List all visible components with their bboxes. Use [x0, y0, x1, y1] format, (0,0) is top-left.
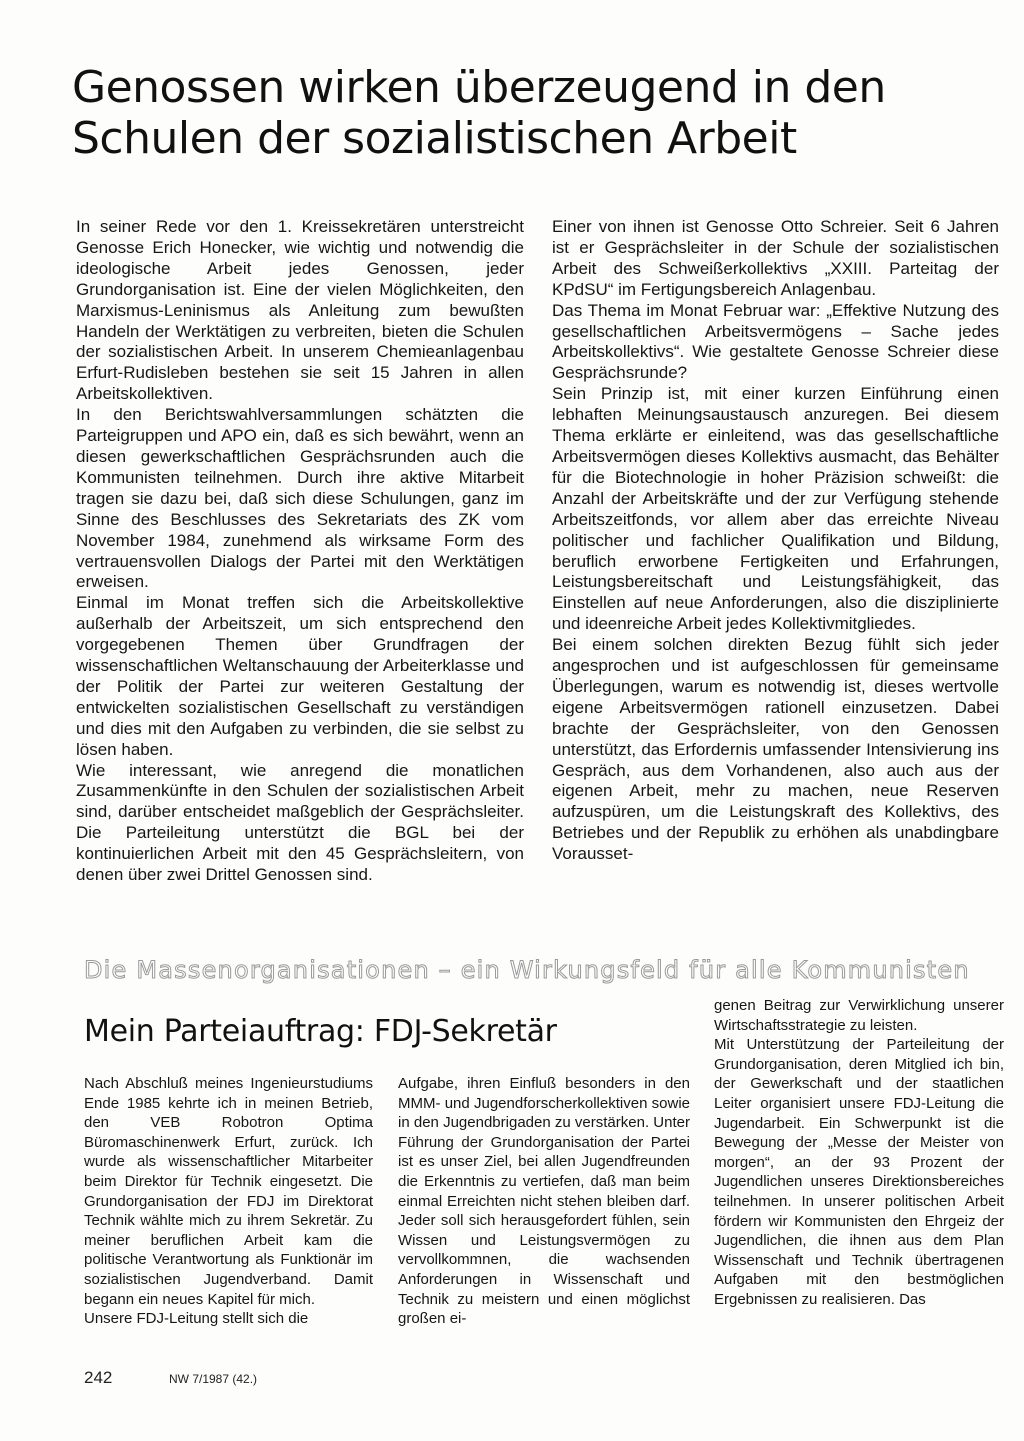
paragraph: Sein Prinzip ist, mit einer kurzen Einführung einen lebhaften Meinungsaustausch anzuregen. Bei diesem Thema erklärte er einleitend, was das gesellschaftliche Arbeitsvermögen dieses Kollektivs ausmacht, das Behälter für die Biotechnologie in hoher Präzision schweißt: die Anzahl der Arbeitskräfte und der zur Verfügung stehende Arbeitszeitfonds, vor allem aber das erreichte Niveau politischer und fachlicher Qualifikation und Bildung, beruflich erworbene Fertigkeiten und Erfahrungen, Leistungsbereitschaft und Leistungsfähigkeit, das Einstellen auf neue Anforderungen, also die disziplinierte und ideenreiche Arbeit jedes Kollektivmitgliedes. — [552, 384, 999, 634]
section-rubric: Die Massenorganisationen – ein Wirkungsfeld für alle Kommunisten — [84, 956, 970, 984]
article2-headline: Mein Parteiauftrag: FDJ-Sekretär — [84, 1014, 557, 1049]
article1-column-left — [76, 217, 524, 886]
paragraph: Einer von ihnen ist Genosse Otto Schreier. Seit 6 Jahren ist er Gesprächsleiter in der Schule der sozialistischen Arbeit des Schweißerkollektivs „XXIII. Parteitag der KPdSU“ im Fertigungsbereich Anlagenbau. — [552, 217, 999, 299]
headline-line-2: Schulen der sozialistischen Arbeit — [72, 113, 797, 164]
paragraph: In den Berichtswahlversammlungen schätzten die Parteigruppen und APO ein, daß es sich bewährt, wenn an diesen gewerkschaftlichen Gesprächsrunden auch die Kommunisten teilnehmen. Durch ihre aktive Mitarbeit tragen sie dazu bei, daß sich diese Schulungen, ganz im Sinne des Beschlusses des Sekretariats des ZK vom November 1984, zunehmend als wirksame Form des vertrauensvollen Dialogs der Partei mit den Werktätigen erweisen. — [76, 405, 524, 592]
paragraph: genen Beitrag zur Verwirklichung unserer Wirtschaftsstrategie zu leisten. — [714, 997, 1004, 1034]
article-headline — [72, 62, 952, 164]
paragraph: Nach Abschluß meines Ingenieurstudiums Ende 1985 kehrte ich in meinen Betrieb, den VEB Robotron Optima Büromaschinenwerk Erfurt, zurück. Ich wurde als wissenschaftlicher Mitarbeiter beim Direktor für Technik eingesetzt. Die Grundorganisation der FDJ im Direktorat Technik wählte mich zu ihrem Sekretär. Zu meiner beruflichen Arbeit kam die politische Verantwortung als Funktionär im sozialistischen Jugendverband. Damit begann ein neues Kapitel für mich. — [84, 1075, 373, 1308]
headline-line-1: Genossen wirken überzeugend in den — [72, 62, 886, 113]
article2-column-1 — [84, 1074, 373, 1329]
paragraph: Das Thema im Monat Februar war: „Effektive Nutzung des gesellschaftlichen Arbeitsvermögens – Sache jedes Arbeitskollektivs“. Wie gestaltete Genosse Schreier diese Gesprächsrunde? — [552, 300, 999, 383]
article2-column-2 — [398, 1074, 690, 1329]
paragraph: Einmal im Monat treffen sich die Arbeitskollektive außerhalb der Arbeitszeit, um sich entsprechend den vorgegebenen Themen über Grundfragen der wissenschaftlichen Weltanschauung der Arbeiterklasse und der Politik der Partei zur weiteren Gestaltung der entwickelten sozialistischen Gesellschaft zu verständigen und dies mit den Aufgaben zu verbinden, die sie selbst zu lösen haben. — [76, 593, 524, 759]
article2-column-3 — [714, 996, 1004, 1310]
issue-reference: NW 7/1987 (42.) — [169, 1372, 258, 1386]
paragraph: Mit Unterstützung der Parteileitung der Grundorganisation, deren Mitglied ich bin, der Gewerkschaft und der staatlichen Leiter organisiert unsere FDJ-Leitung die Jugendarbeit. Ein Schwerpunkt ist die Bewegung der „Messe der Meister von morgen“, an der 93 Prozent der Jugendlichen unseres Direktionsbereiches teilnehmen. In unserer politischen Arbeit fördern wir Kommunisten den Ehrgeiz der Jugendlichen, die ihnen aus dem Plan Wissenschaft und Technik übertragenen Aufgaben mit den bestmöglichen Ergebnissen zu realisieren. Das — [714, 1036, 1004, 1308]
paragraph: Aufgabe, ihren Einfluß besonders in den MMM- und Jugendforscherkollektiven sowie in den Jugendbrigaden zu verstärken. Unter Führung der Grundorganisation der Partei ist es unser Ziel, bei allen Jugendfreunden die Erkenntnis zu vertiefen, daß man beim einmal Erreichten nicht stehen bleiben darf. Jeder soll sich herausgefordert fühlen, sein Wissen und Leistungsvermögen zu vervollkommnen, die wachsenden Anforderungen in Wissenschaft und Technik zu meistern und einen möglichst großen ei- — [398, 1075, 690, 1328]
article1-column-right — [552, 217, 999, 865]
paragraph: Unsere FDJ-Leitung stellt sich die — [84, 1310, 309, 1328]
paragraph: In seiner Rede vor den 1. Kreissekretären unterstreicht Genosse Erich Honecker, wie wichtig und notwendig die ideologische Arbeit jedes Genossen, jeder Grundorganisation ist. Eine der vielen Möglichkeiten, den Marxismus-Leninismus als Anleitung zum bewußten Handeln der Werktätigen zu verbreiten, bieten die Schulen der sozialistischen Arbeit. In unserem Chemieanlagenbau Erfurt-Rudisleben bestehen sie seit 15 Jahren in allen Arbeitskollektiven. — [76, 217, 524, 404]
paragraph: Wie interessant, wie anregend die monatlichen Zusammenkünfte in den Schulen der sozialistischen Arbeit sind, darüber entscheidet maßgeblich der Gesprächsleiter. Die Parteileitung unterstützt die BGL bei der kontinuierlichen Arbeit mit den 45 Gesprächsleitern, von denen über zwei Drittel Genossen sind. — [76, 760, 524, 885]
paragraph: Bei einem solchen direkten Bezug fühlt sich jeder angesprochen und ist aufgeschlossen für gemeinsame Überlegungen, warum es notwendig ist, dieses wertvolle eigene Arbeitsvermögen rationell einzusetzen. Dabei brachte der Gesprächsleiter, von den Genossen unterstützt, das Erfordernis umfassender Intensivierung ins Gespräch, aus dem Vorhandenen, also auch aus der eigenen Arbeit, mehr zu machen, neue Reserven aufzuspüren, um die Leistungskraft des Kollektivs, des Betriebes und der Republik zu erhöhen als unabdingbare Vorausset- — [552, 635, 999, 864]
page-number: 242 — [84, 1368, 113, 1387]
